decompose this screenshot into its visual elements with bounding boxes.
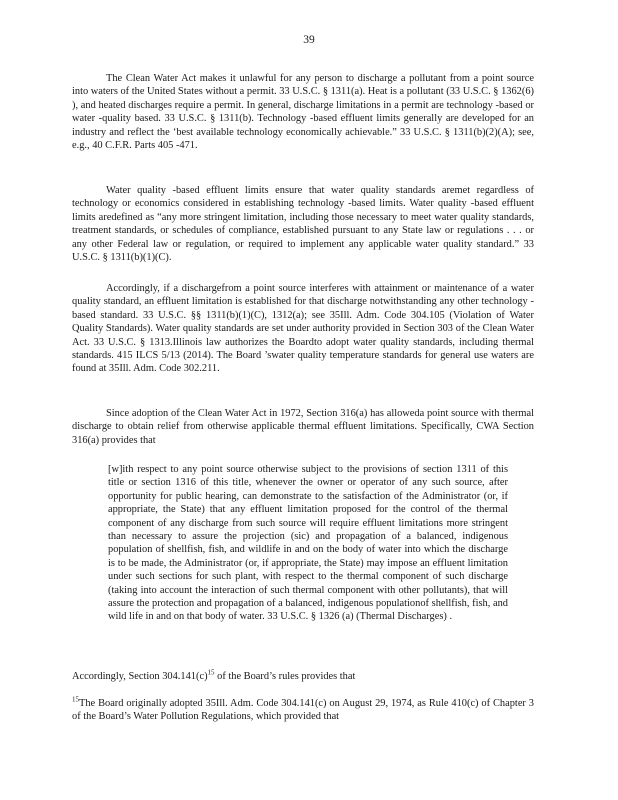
footnote-marker: 15: [72, 695, 79, 704]
paragraph-accordingly: Accordingly, if a dischargefrom a point source interferes with attainment or maintenance of a water quality standard, an effluent limitation is established for that discharge notwithstanding any other technology -based standard. 33 U.S.C. §§ 1311(b)(1)(C), 1312(a); see 35Ill. Adm. Code 304.105 (Violation of Water Quality Standards). Water quality standards are set under authority provided in Section 303 of the Clean Water Act. 33 U.S.C. § 1313.Illinois law authorizes the Boardto adopt water quality standards, including thermal standards. 415 ILCS 5/13 (2014). The Board ’swater quality temperature standards for general use waters are found at 35Ill. Adm. Code 302.211.: [72, 283, 534, 375]
paragraph-clean-water-act: The Clean Water Act makes it unlawful for any person to discharge a pollutant from a point source into waters of the United States without a permit. 33 U.S.C. § 1311(a). Heat is a pollutant (33 U.S.C. § 1362(6) ), and heated discharges require a permit. In general, discharge limitations in a permit are technology -based or water -quality based. 33 U.S.C. § 1311(b). Technology -based effluent limits generally are developed for an industry and reflect the ‘best available technology economically achievable.” 33 U.S.C. § 1311(b)(2)(A); see, e.g., 40 C.F.R. Parts 405 -471.: [72, 73, 534, 152]
footnote-reference: 15: [207, 668, 215, 677]
closing-text-before: Accordingly, Section 304.141(c): [72, 671, 208, 682]
closing-sentence: [72, 670, 534, 683]
closing-text-after: of the Board’s rules provides that: [217, 671, 356, 682]
footnote-separator: [72, 692, 212, 693]
footnote: [72, 697, 534, 724]
footnote-text: The Board originally adopted 35Ill. Adm. Code 304.141(c) on August 29, 1974, as Rule 410(c) of Chapter 3 of the Board’s Water Pollution Regulations, which provided that: [72, 698, 534, 723]
paragraph-water-quality-limits: Water quality -based effluent limits ensure that water quality standards aremet regardless of technology or economics considered in establishing technology -based limits. Water quality -based effluent limits aredefined as “any more stringent limitation, including those necessary to meet water quality standards, treatment standards, or schedules of compliance, established pursuant to any State law or regulations . . . or any other Federal law or regulation, or required to implement any applicable water quality standard.” 33 U.S.C. § 1311(b)(1)(C).: [72, 185, 534, 264]
page-number: 39: [303, 34, 315, 46]
paragraph-section-316a: Since adoption of the Clean Water Act in 1972, Section 316(a) has alloweda point source with thermal discharge to obtain relief from otherwise applicable thermal effluent limitations. Specifically, CWA Section 316(a) provides that: [72, 408, 534, 446]
block-quote-316a: [w]ith respect to any point source otherwise subject to the provisions of section 1311 of this title or section 1316 of this title, whenever the owner or operator of any such source, after opportunity for public hearing, can demonstrate to the satisfaction of the Administrator (or, if appropriate, the State) that any effluent limitation proposed for the control of the thermal component of any discharge from such source will require effluent limitations more stringent than necessary to assure the projection (sic) and propagation of a balanced, indigenous population of shellfish, fish, and wildlife in and on the body of water into which the discharge is to be made, the Administrator (or, if appropriate, the State) may impose an effluent limitation under such sections for such plant, with respect to the thermal component of such discharge (taking into account the interaction of such thermal component with other pollutants), that will assure the protection and propagation of a balanced, indigenous populationof shellfish, fish, and wild life in and on that body of water. 33 U.S.C. § 1326 (a) (Thermal Discharges) .: [108, 464, 508, 623]
